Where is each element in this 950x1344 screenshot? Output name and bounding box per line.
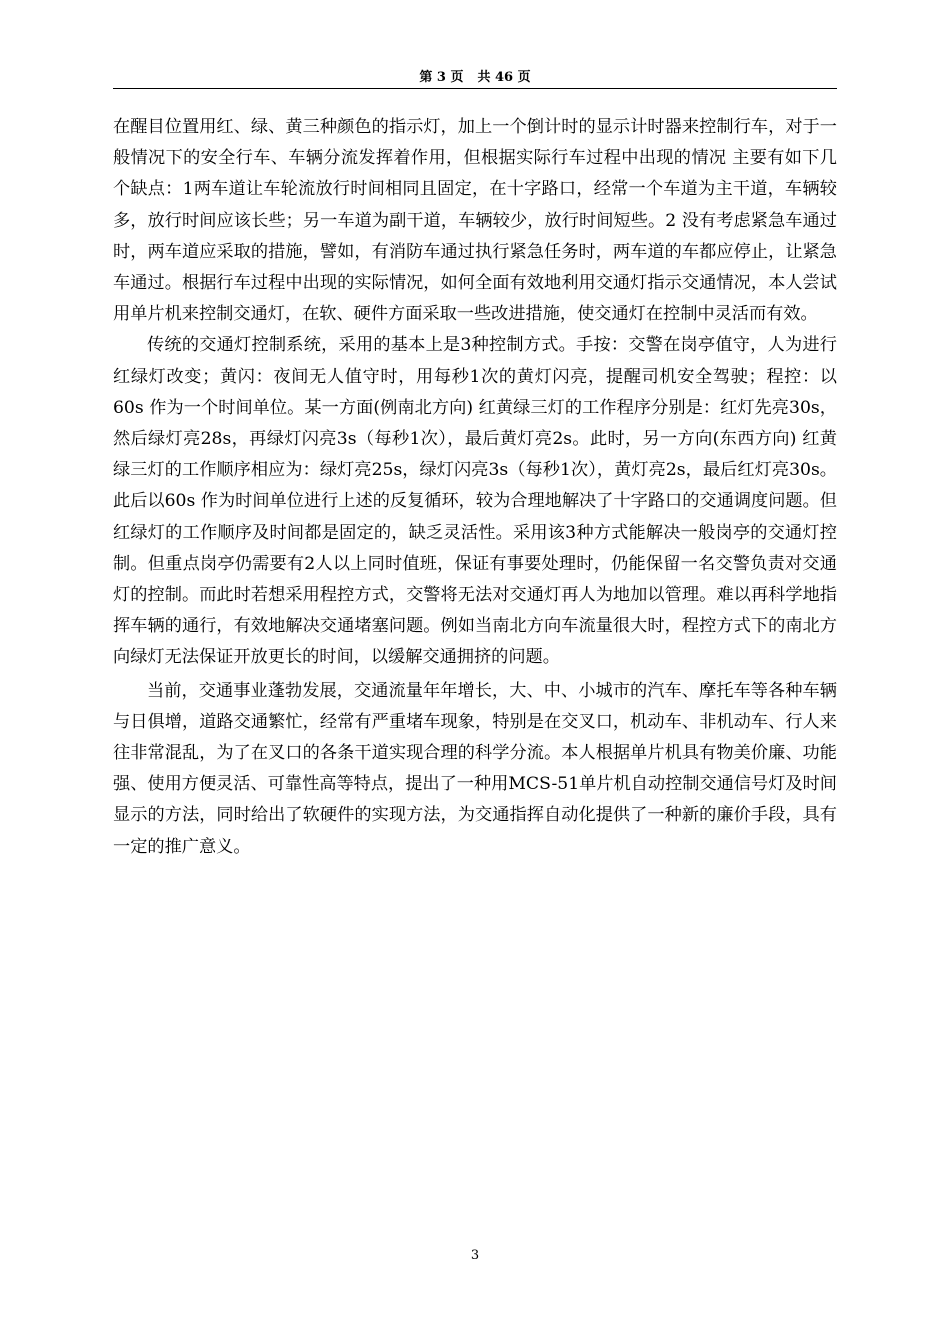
header-total-label: 共 46 页: [477, 70, 531, 85]
page-header: [113, 66, 837, 89]
paragraph-3: 当前，交通事业蓬勃发展，交通流量年年增长，大、中、小城市的汽车、摩托车等各种车辆与日俱增，道路交通繁忙，经常有严重堵车现象，特别是在交叉口，机动车、非机动车、行人来往非常混乱，为了在叉口的各条干道实现合理的科学分流。本人根据单片机具有物美价廉、功能强、使用方便灵活、可靠性高等特点，提出了一种用MCS-51单片机自动控制交通信号灯及时间显示的方法，同时给出了软硬件的实现方法，为交通指挥自动化提供了一种新的廉价手段，具有一定的推广意义。: [113, 680, 837, 857]
page-number: 3: [470, 1248, 480, 1263]
paragraph-1: 在醒目位置用红、绿、黄三种颜色的指示灯，加上一个倒计时的显示计时器来控制行车，对于一般情况下的安全行车、车辆分流发挥着作用，但根据实际行车过程中出现的情况 主要有如下几个缺点：1两车道让车轮流放行时间相同且固定，在十字路口，经常一个车道为主干道，车辆较多，放行时间应该长些；另一车道为副干道，车辆较少，放行时间短些。2 没有考虑紧急车通过时，两车道应采取的措施，譬如，有消防车通过执行紧急任务时，两车道的车都应停止，让紧急车通过。根据行车过程中出现的实际情况，如何全面有效地利用交通灯指示交通情况，本人尝试用单片机来控制交通灯，在软、硬件方面采取一些改进措施，使交通灯在控制中灵活而有效。: [113, 117, 837, 325]
header-page-label: 第 3 页: [419, 70, 464, 85]
paragraph-2: 传统的交通灯控制系统，采用的基本上是3种控制方式。手按：交警在岗亭值守，人为进行红绿灯改变；黄闪：夜间无人值守时，用每秒1次的黄灯闪亮，提醒司机安全驾驶；程控：以60s 作为一个时间单位。某一方面(例南北方向) 红黄绿三灯的工作程序分别是：红灯先亮30s，然后绿灯亮28s，再绿灯闪亮3s（每秒1次），最后黄灯亮2s。此时，另一方向(东西方向) 红黄绿三灯的工作顺序相应为：绿灯亮25s，绿灯闪亮3s（每秒1次），黄灯亮2s，最后红灯亮30s。此后以60s 作为时间单位进行上述的反复循环，较为合理地解决了十字路口的交通调度问题。但红绿灯的工作顺序及时间都是固定的，缺乏灵活性。采用该3种方式能解决一般岗亭的交通灯控制。但重点岗亭仍需要有2人以上同时值班，保证有事要处理时，仍能保留一名交警负责对交通灯的控制。而此时若想采用程控方式，交警将无法对交通灯再人为地加以管理。难以再科学地指挥车辆的通行，有效地解决交通堵塞问题。例如当南北方向车流量很大时，程控方式下的南北方向绿灯无法保证开放更长的时间，以缓解交通拥挤的问题。: [113, 335, 837, 668]
document-body: [113, 112, 837, 863]
